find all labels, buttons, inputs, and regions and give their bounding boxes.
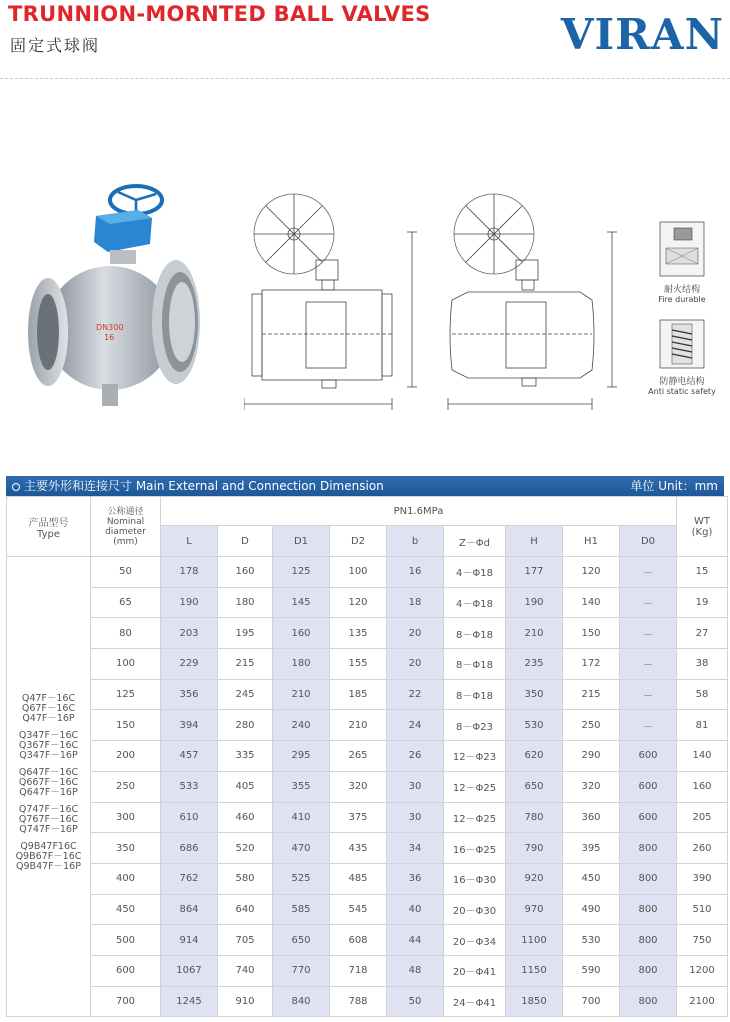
- dimension-cell: 530: [563, 925, 620, 956]
- dimension-cell: 410: [273, 802, 330, 833]
- dimension-cell: 190: [161, 587, 218, 618]
- weight-header-label: WT: [694, 515, 710, 527]
- model-group: [7, 694, 90, 724]
- dimension-cell: 864: [161, 894, 218, 925]
- valve-marking-pressure: 16: [104, 333, 115, 342]
- dimension-cell: 16－Φ30: [444, 863, 506, 894]
- dimension-cell: 280: [218, 710, 273, 741]
- model-code: Q9B47F－16P: [16, 861, 81, 873]
- dimension-cell: 180: [273, 649, 330, 680]
- diameter-cell: 400: [91, 863, 161, 894]
- dimension-cell: 210: [330, 710, 387, 741]
- model-code: Q47F－16C: [21, 693, 76, 705]
- dimension-cell: 20－Φ41: [444, 955, 506, 986]
- dimension-cell: 320: [563, 771, 620, 802]
- dimension-cell: 620: [506, 741, 563, 772]
- dimension-cell: 135: [330, 618, 387, 649]
- model-code: Q767F－16C: [18, 814, 79, 826]
- diameter-cell: 350: [91, 833, 161, 864]
- dimension-cell: 30: [387, 771, 444, 802]
- diameter-cell: 50: [91, 557, 161, 588]
- dimension-cell: 525: [273, 863, 330, 894]
- dimension-cell: 203: [161, 618, 218, 649]
- dimension-cell: 375: [330, 802, 387, 833]
- dimension-cell: 210: [506, 618, 563, 649]
- model-group: [7, 768, 90, 798]
- dimension-cell: 50: [387, 986, 444, 1017]
- weight-cell: 750: [677, 925, 728, 956]
- model-code: Q667F－16C: [18, 777, 79, 789]
- diameter-cell: 450: [91, 894, 161, 925]
- dimension-cell: 12－Φ25: [444, 771, 506, 802]
- dimension-cell: 320: [330, 771, 387, 802]
- dimension-cell: 600: [620, 771, 677, 802]
- dimension-cell: 150: [563, 618, 620, 649]
- table-row: [7, 557, 728, 588]
- model-code: Q647F－16P: [19, 787, 78, 799]
- dimension-cell: 22: [387, 679, 444, 710]
- diameter-header-en1: Nominal: [106, 516, 145, 527]
- table-row: [7, 955, 728, 986]
- column-header: L: [161, 526, 218, 557]
- section-title: 主要外形和连接尺寸 Main External and Connection Dimension: [24, 479, 384, 493]
- dimension-cell: 245: [218, 679, 273, 710]
- column-header: H: [506, 526, 563, 557]
- dimension-cell: 650: [506, 771, 563, 802]
- dimension-cell: 215: [218, 649, 273, 680]
- dimension-cell: 155: [330, 649, 387, 680]
- weight-cell: 1200: [677, 955, 728, 986]
- model-code: Q647F－16C: [18, 767, 79, 779]
- dimension-cell: 180: [218, 587, 273, 618]
- dimension-cell: 100: [330, 557, 387, 588]
- column-header: Z－Φd: [444, 526, 506, 557]
- model-header: [7, 497, 91, 557]
- dimension-cell: 360: [563, 802, 620, 833]
- dimension-cell: 920: [506, 863, 563, 894]
- dimension-cell: 145: [273, 587, 330, 618]
- diameter-cell: 700: [91, 986, 161, 1017]
- dimension-cell: 1150: [506, 955, 563, 986]
- table-row: [7, 710, 728, 741]
- weight-cell: 160: [677, 771, 728, 802]
- model-list-cell: [7, 557, 91, 1017]
- column-header: D1: [273, 526, 330, 557]
- dimension-cell: 195: [218, 618, 273, 649]
- dimension-cell: 770: [273, 955, 330, 986]
- table-row: [7, 649, 728, 680]
- column-header: b: [387, 526, 444, 557]
- dimension-cell: 530: [506, 710, 563, 741]
- dimension-cell: 520: [218, 833, 273, 864]
- dimension-cell: 435: [330, 833, 387, 864]
- weight-cell: 19: [677, 587, 728, 618]
- dimension-cell: 700: [563, 986, 620, 1017]
- dimension-cell: 580: [218, 863, 273, 894]
- dimension-cell: 12－Φ25: [444, 802, 506, 833]
- dimension-cell: －: [620, 649, 677, 680]
- column-header: D2: [330, 526, 387, 557]
- dimension-cell: 235: [506, 649, 563, 680]
- dimension-cell: 650: [273, 925, 330, 956]
- dimension-cell: 395: [563, 833, 620, 864]
- dimension-cell: 762: [161, 863, 218, 894]
- dimension-cell: －: [620, 679, 677, 710]
- dimension-cell: 585: [273, 894, 330, 925]
- dimension-cell: 8－Φ18: [444, 649, 506, 680]
- dimension-cell: 910: [218, 986, 273, 1017]
- table-row: [7, 618, 728, 649]
- dimension-cell: 265: [330, 741, 387, 772]
- model-code: Q747F－16P: [19, 824, 78, 836]
- dimension-cell: 125: [273, 557, 330, 588]
- dimension-cell: 229: [161, 649, 218, 680]
- dimension-cell: 788: [330, 986, 387, 1017]
- dimension-cell: 240: [273, 710, 330, 741]
- dimension-cell: 20: [387, 618, 444, 649]
- fire-detail-label-en: Fire durable: [658, 295, 706, 304]
- diameter-header-unit: (mm): [113, 536, 138, 547]
- diameter-cell: 250: [91, 771, 161, 802]
- dimension-cell: 790: [506, 833, 563, 864]
- brand-logo: VIRAN: [560, 10, 724, 59]
- model-header-en: Type: [37, 528, 60, 540]
- diameter-cell: 200: [91, 741, 161, 772]
- dimension-cell: 120: [563, 557, 620, 588]
- diameter-header-cn: 公称通径: [107, 506, 144, 517]
- dimension-cell: 8－Φ23: [444, 710, 506, 741]
- model-code: Q47F－16P: [22, 713, 75, 725]
- weight-cell: 2100: [677, 986, 728, 1017]
- dimension-cell: 8－Φ18: [444, 679, 506, 710]
- diameter-cell: 65: [91, 587, 161, 618]
- dimension-cell: 610: [161, 802, 218, 833]
- dimension-cell: 1245: [161, 986, 218, 1017]
- anti-static-spring-icon: [652, 316, 712, 372]
- dimension-cell: 210: [273, 679, 330, 710]
- dimension-cell: 457: [161, 741, 218, 772]
- static-detail-label-en: Anti static safety: [648, 387, 716, 396]
- page-subtitle: 固定式球阀: [10, 36, 101, 55]
- weight-cell: 38: [677, 649, 728, 680]
- dimension-cell: 290: [563, 741, 620, 772]
- dimension-cell: 160: [273, 618, 330, 649]
- dimension-cell: 490: [563, 894, 620, 925]
- fire-detail-label-cn: 耐火结构: [663, 285, 700, 295]
- model-group: [7, 805, 90, 835]
- dimension-cell: 686: [161, 833, 218, 864]
- table-row: [7, 863, 728, 894]
- model-group: [7, 842, 90, 872]
- dimension-cell: 533: [161, 771, 218, 802]
- bullet-icon: [12, 483, 20, 491]
- column-header: D0: [620, 526, 677, 557]
- model-code: Q67F－16C: [21, 703, 76, 715]
- dimension-cell: 800: [620, 925, 677, 956]
- anti-static-detail: [632, 316, 730, 396]
- table-row: [7, 802, 728, 833]
- dimension-cell: 800: [620, 833, 677, 864]
- table-row: [7, 894, 728, 925]
- dimension-cell: －: [620, 710, 677, 741]
- dimension-cell: 16－Φ25: [444, 833, 506, 864]
- valve-marking: DN300: [96, 323, 124, 332]
- dimension-cell: －: [620, 557, 677, 588]
- dimension-cell: 356: [161, 679, 218, 710]
- section-drawing-flanged: [244, 182, 429, 422]
- diameter-header: [91, 497, 161, 557]
- dimension-cell: 914: [161, 925, 218, 956]
- dimension-cell: 350: [506, 679, 563, 710]
- model-code: Q9B67F－16C: [15, 851, 82, 863]
- table-row: [7, 741, 728, 772]
- dimension-cell: 608: [330, 925, 387, 956]
- weight-cell: 390: [677, 863, 728, 894]
- dimension-cell: 590: [563, 955, 620, 986]
- weight-cell: 58: [677, 679, 728, 710]
- header-divider: [0, 78, 730, 79]
- dimension-cell: 460: [218, 802, 273, 833]
- dimension-cell: 800: [620, 986, 677, 1017]
- diameter-cell: 80: [91, 618, 161, 649]
- weight-cell: 81: [677, 710, 728, 741]
- dimension-cell: 185: [330, 679, 387, 710]
- fire-seal-icon: [652, 218, 712, 280]
- valve-photo: [18, 172, 208, 422]
- dimension-cell: 16: [387, 557, 444, 588]
- diameter-cell: 500: [91, 925, 161, 956]
- dimension-cell: 12－Φ23: [444, 741, 506, 772]
- dimension-cell: 405: [218, 771, 273, 802]
- dimension-cell: 160: [218, 557, 273, 588]
- dimension-cell: 970: [506, 894, 563, 925]
- dimension-cell: 36: [387, 863, 444, 894]
- dimension-cell: 800: [620, 894, 677, 925]
- model-header-cn: 产品型号: [28, 517, 69, 529]
- column-header: H1: [563, 526, 620, 557]
- dimension-cell: 1850: [506, 986, 563, 1017]
- dimension-cell: 740: [218, 955, 273, 986]
- dimension-cell: 600: [620, 802, 677, 833]
- dimension-cell: 8－Φ18: [444, 618, 506, 649]
- dimension-cell: 18: [387, 587, 444, 618]
- page-title: TRUNNION-MORNTED BALL VALVES: [8, 2, 431, 26]
- dimension-cell: 840: [273, 986, 330, 1017]
- dimension-cell: －: [620, 587, 677, 618]
- dimension-cell: 34: [387, 833, 444, 864]
- pressure-header: PN1.6MPa: [161, 497, 677, 526]
- diameter-cell: 150: [91, 710, 161, 741]
- dimension-cell: 1100: [506, 925, 563, 956]
- table-row: [7, 925, 728, 956]
- static-detail-label-cn: 防静电结构: [659, 377, 705, 387]
- weight-cell: 205: [677, 802, 728, 833]
- dimension-cell: －: [620, 618, 677, 649]
- dimension-cell: 44: [387, 925, 444, 956]
- dimension-cell: 470: [273, 833, 330, 864]
- diameter-cell: 600: [91, 955, 161, 986]
- dimension-cell: 335: [218, 741, 273, 772]
- dimension-cell: 30: [387, 802, 444, 833]
- dimension-cell: 640: [218, 894, 273, 925]
- column-header: D: [218, 526, 273, 557]
- section-drawing-welded: [444, 182, 629, 422]
- dimension-cell: 24: [387, 710, 444, 741]
- dimension-cell: 800: [620, 955, 677, 986]
- dimension-cell: 20－Φ30: [444, 894, 506, 925]
- diameter-cell: 125: [91, 679, 161, 710]
- dimension-cell: 485: [330, 863, 387, 894]
- dimension-cell: 705: [218, 925, 273, 956]
- dimension-cell: 190: [506, 587, 563, 618]
- dimension-cell: 800: [620, 863, 677, 894]
- dimension-cell: 48: [387, 955, 444, 986]
- table-row: [7, 986, 728, 1017]
- dimension-cell: 172: [563, 649, 620, 680]
- weight-cell: 27: [677, 618, 728, 649]
- dimension-cell: 4－Φ18: [444, 557, 506, 588]
- dimension-cell: 40: [387, 894, 444, 925]
- table-row: [7, 587, 728, 618]
- table-row: [7, 771, 728, 802]
- unit-label: 单位 Unit：mm: [630, 479, 718, 493]
- diameter-header-en2: diameter: [105, 526, 146, 537]
- weight-header: [677, 497, 728, 557]
- dimension-cell: 140: [563, 587, 620, 618]
- weight-cell: 15: [677, 557, 728, 588]
- dimension-cell: 215: [563, 679, 620, 710]
- dimension-table: [6, 496, 728, 1017]
- table-row: [7, 679, 728, 710]
- model-code: Q347F－16P: [19, 750, 78, 762]
- section-header: [6, 476, 724, 496]
- weight-cell: 260: [677, 833, 728, 864]
- dimension-cell: 177: [506, 557, 563, 588]
- dimension-cell: 4－Φ18: [444, 587, 506, 618]
- dimension-cell: 450: [563, 863, 620, 894]
- dimension-cell: 394: [161, 710, 218, 741]
- diameter-cell: 300: [91, 802, 161, 833]
- dimension-cell: 600: [620, 741, 677, 772]
- dimension-cell: 718: [330, 955, 387, 986]
- model-code: Q367F－16C: [18, 740, 79, 752]
- dimension-cell: 780: [506, 802, 563, 833]
- dimension-cell: 295: [273, 741, 330, 772]
- weight-cell: 510: [677, 894, 728, 925]
- model-code: Q747F－16C: [18, 804, 79, 816]
- weight-cell: 140: [677, 741, 728, 772]
- weight-header-unit: (Kg): [691, 526, 713, 538]
- dimension-cell: 120: [330, 587, 387, 618]
- model-code: Q9B47F16C: [20, 841, 77, 853]
- model-code: Q347F－16C: [18, 730, 79, 742]
- dimension-cell: 355: [273, 771, 330, 802]
- dimension-cell: 20: [387, 649, 444, 680]
- dimension-cell: 250: [563, 710, 620, 741]
- model-group: [7, 731, 90, 761]
- dimension-cell: 545: [330, 894, 387, 925]
- diameter-cell: 100: [91, 649, 161, 680]
- dimension-cell: 178: [161, 557, 218, 588]
- dimension-cell: 24－Φ41: [444, 986, 506, 1017]
- fire-durable-detail: [632, 218, 730, 304]
- dimension-cell: 1067: [161, 955, 218, 986]
- dimension-cell: 20－Φ34: [444, 925, 506, 956]
- table-row: [7, 833, 728, 864]
- dimension-cell: 26: [387, 741, 444, 772]
